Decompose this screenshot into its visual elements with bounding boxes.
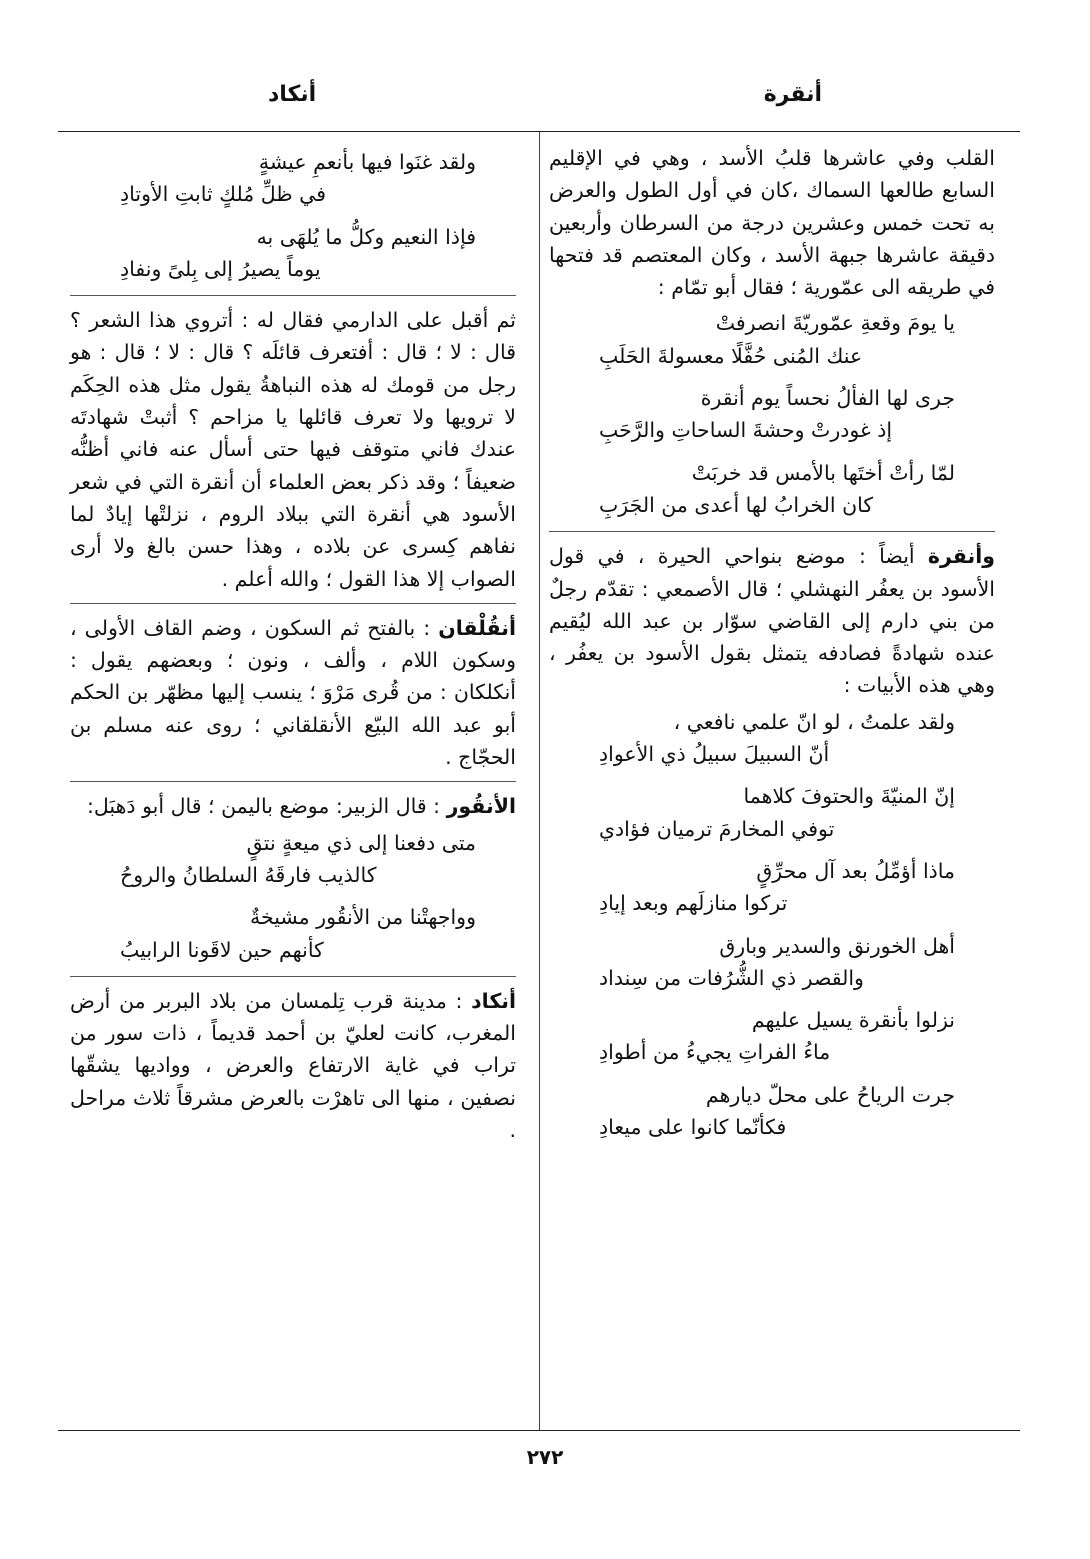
verse-block bbox=[549, 1079, 995, 1144]
verse-block bbox=[70, 146, 516, 211]
verse-block bbox=[549, 307, 995, 372]
verse-line: إنّ المنيّةَ والحتوفَ كلاهما bbox=[743, 784, 955, 809]
running-header-right: أنقرة bbox=[763, 82, 822, 107]
verse-line: نزلوا بأنقرة يسيل عليهم bbox=[751, 1008, 955, 1033]
headword: أنكاد bbox=[471, 988, 516, 1013]
entry-ankad bbox=[70, 985, 516, 1146]
verse-line: يوماً يصيرُ إلى بِلىً ونفادِ bbox=[120, 256, 321, 281]
verse-line: تركوا منازلَهم وبعد إيادِ bbox=[599, 891, 788, 916]
entry-anqulqan bbox=[70, 612, 516, 773]
verse-line: أنّ السبيلَ سبيلُ ذي الأعوادِ bbox=[599, 742, 830, 767]
entry-alanqur bbox=[70, 790, 516, 822]
entry-ankara-2-continued: ثم أقبل على الدارمي فقال له : أتروي هذا الشعر ؟ قال : لا ؛ قال : أفتعرف قائلَه ؟ قال : لا ؛ قال : هو رجل من قومك له هذه النباهةُ يقول مثل هذه الحِكَم لا ترويها ولا تعرف قائلها يا مزاحم ؟ أثبتْ شهادتَه عندك فاني متوقف فيها حتى أسأل عنه فاني أظنُّه ضعيفاً ؛ وقد ذكر بعض العلماء أن أنقرة التي في شعر الأسود هي أنقرة التي ببلاد الروم ، نزلتْها إيادٌ لما نفاهم كِسرى عن بلاده ، وهذا حسن بالغ ولا أرى الصواب إلا هذا القول ؛ والله أعلم . bbox=[70, 308, 516, 591]
column-divider bbox=[539, 132, 540, 1430]
entry-text: : مدينة قرب تِلمسان من بلاد البربر من أرض المغرب، كانت لعليّ بن أحمد قديماً ، ذات سور من تراب في غاية الارتفاع والعرض ، وواديها يشقّها نصفين ، منها الى تاهرْت بالعرض مشرقاً ثلاث مراحل . bbox=[70, 988, 516, 1143]
verse-line: ماذا أؤمِّلُ بعد آل محرِّقٍ bbox=[756, 858, 955, 883]
entry-separator bbox=[70, 781, 516, 782]
verse-line: عنك المُنى حُفَّلًا معسولةَ الحَلَبِ bbox=[599, 343, 863, 368]
verse-block bbox=[70, 827, 516, 892]
entry-ankara-2 bbox=[549, 540, 995, 701]
page-number: ٢٧٢ bbox=[526, 1445, 564, 1469]
footer-rule bbox=[58, 1430, 1020, 1431]
verse-block bbox=[549, 855, 995, 920]
verse-line: ولقد غنَوا فيها بأنعمِ عيشةٍ bbox=[258, 150, 476, 174]
verse-block bbox=[549, 706, 995, 771]
entry-separator bbox=[70, 295, 516, 296]
verse-line: كان الخرابُ لها أعدى من الجَرَبِ bbox=[599, 492, 874, 517]
verse-line: فإذا النعيم وكلُّ ما يُلهَى به bbox=[256, 224, 476, 249]
entry-text: : قال الزبير: موضع باليمن ؛ قال أبو دَهبَل: bbox=[87, 794, 447, 819]
verse-block bbox=[549, 457, 995, 522]
verse-line: توفي المخارمَ ترميان فؤادي bbox=[599, 816, 835, 841]
verse-line: متى دفعنا إلى ذي ميعةٍ نتقٍ bbox=[246, 830, 476, 855]
headword: وأنقرة bbox=[927, 544, 995, 569]
verse-block bbox=[70, 901, 516, 966]
verse-line: وواجهتْنا من الأنقُور مشيخةٌ bbox=[249, 905, 476, 930]
verse-block bbox=[549, 1004, 995, 1069]
verse-block bbox=[549, 930, 995, 995]
verse-line: إذ غودرتْ وحشةَ الساحاتِ والرَّحَبِ bbox=[599, 418, 893, 443]
verse-block bbox=[549, 780, 995, 845]
entry-separator bbox=[549, 531, 995, 532]
entry-separator bbox=[70, 603, 516, 604]
verse-line: يا يومَ وقعةِ عمّوريّةَ انصرفتْ bbox=[715, 311, 955, 336]
entry-text: أيضاً : موضع بنواحي الحيرة ، في قول الأسود بن يعفُر النهشلي ؛ قال الأصمعي : تقدّم رجلٌ من بني دارم إلى القاضي سوّار بن عبد الله ليُقيم عنده شهادةً فصادفه يتمثل بقول الأسود بن يعفُر ، وهي هذه الأبيات : bbox=[549, 544, 995, 698]
entry-text: : بالفتح ثم السكون ، وضم القاف الأولى ، وسكون اللام ، وألف ، ونون ؛ وبعضهم يقول : أنكلكان : من قُرى مَرْوَ ؛ ينسب إليها مظهّر بن الحكم أبو عبد الله البيّع الأنقلقاني ؛ روى عنه مسلم بن الحجّاج . bbox=[70, 615, 516, 770]
entry-separator bbox=[70, 976, 516, 977]
verse-block bbox=[549, 382, 995, 447]
running-header-left: أنكاد bbox=[268, 82, 317, 107]
verse-line: أهل الخورنق والسدير وبارق bbox=[719, 933, 955, 958]
verse-line: ولقد علمتُ ، لو انّ علمي نافعي ، bbox=[673, 709, 955, 734]
verse-block bbox=[70, 221, 516, 286]
verse-line: جرت الرياحُ على محلّ ديارهم bbox=[705, 1082, 955, 1107]
verse-line: والقصر ذي الشُّرُفات من سِنداد bbox=[599, 965, 864, 990]
verse-line: لمّا رأتْ أختَها بالأمس قد خربَتْ bbox=[691, 460, 955, 485]
headword: الأنقُور bbox=[446, 794, 516, 819]
verse-line: فكأنّما كانوا على ميعادِ bbox=[599, 1115, 787, 1140]
verse-line: كالذيب فارقَهُ السلطانُ والروحُ bbox=[120, 862, 377, 887]
verse-line: في ظلِّ مُلكٍ ثابتِ الأوتادِ bbox=[120, 182, 326, 207]
headword: أنقُلْقان bbox=[438, 615, 516, 640]
verse-line: ماءُ الفراتِ يجيءُ من أطوادِ bbox=[599, 1040, 831, 1065]
verse-line: كأنهم حين لاقَونا الرابيبُ bbox=[120, 937, 324, 962]
entry-ankara-continued: القلب وفي عاشرها قلبُ الأسد ، وهي في الإقليم السابع طالعها السماك ،كان في أول الطول والعرض به تحت خمس وعشرين درجة من السرطان وأربعين دقيقة عاشرها جبهة الأسد ، وكان المعتصم قد فتحها في طريقه الى عمّورية ؛ فقال أبو تمّام : bbox=[549, 146, 995, 300]
verse-line: جرى لها الفألُ نحساً يوم أنقرة bbox=[700, 386, 955, 411]
left-column bbox=[70, 142, 516, 1146]
right-column bbox=[549, 142, 995, 1153]
